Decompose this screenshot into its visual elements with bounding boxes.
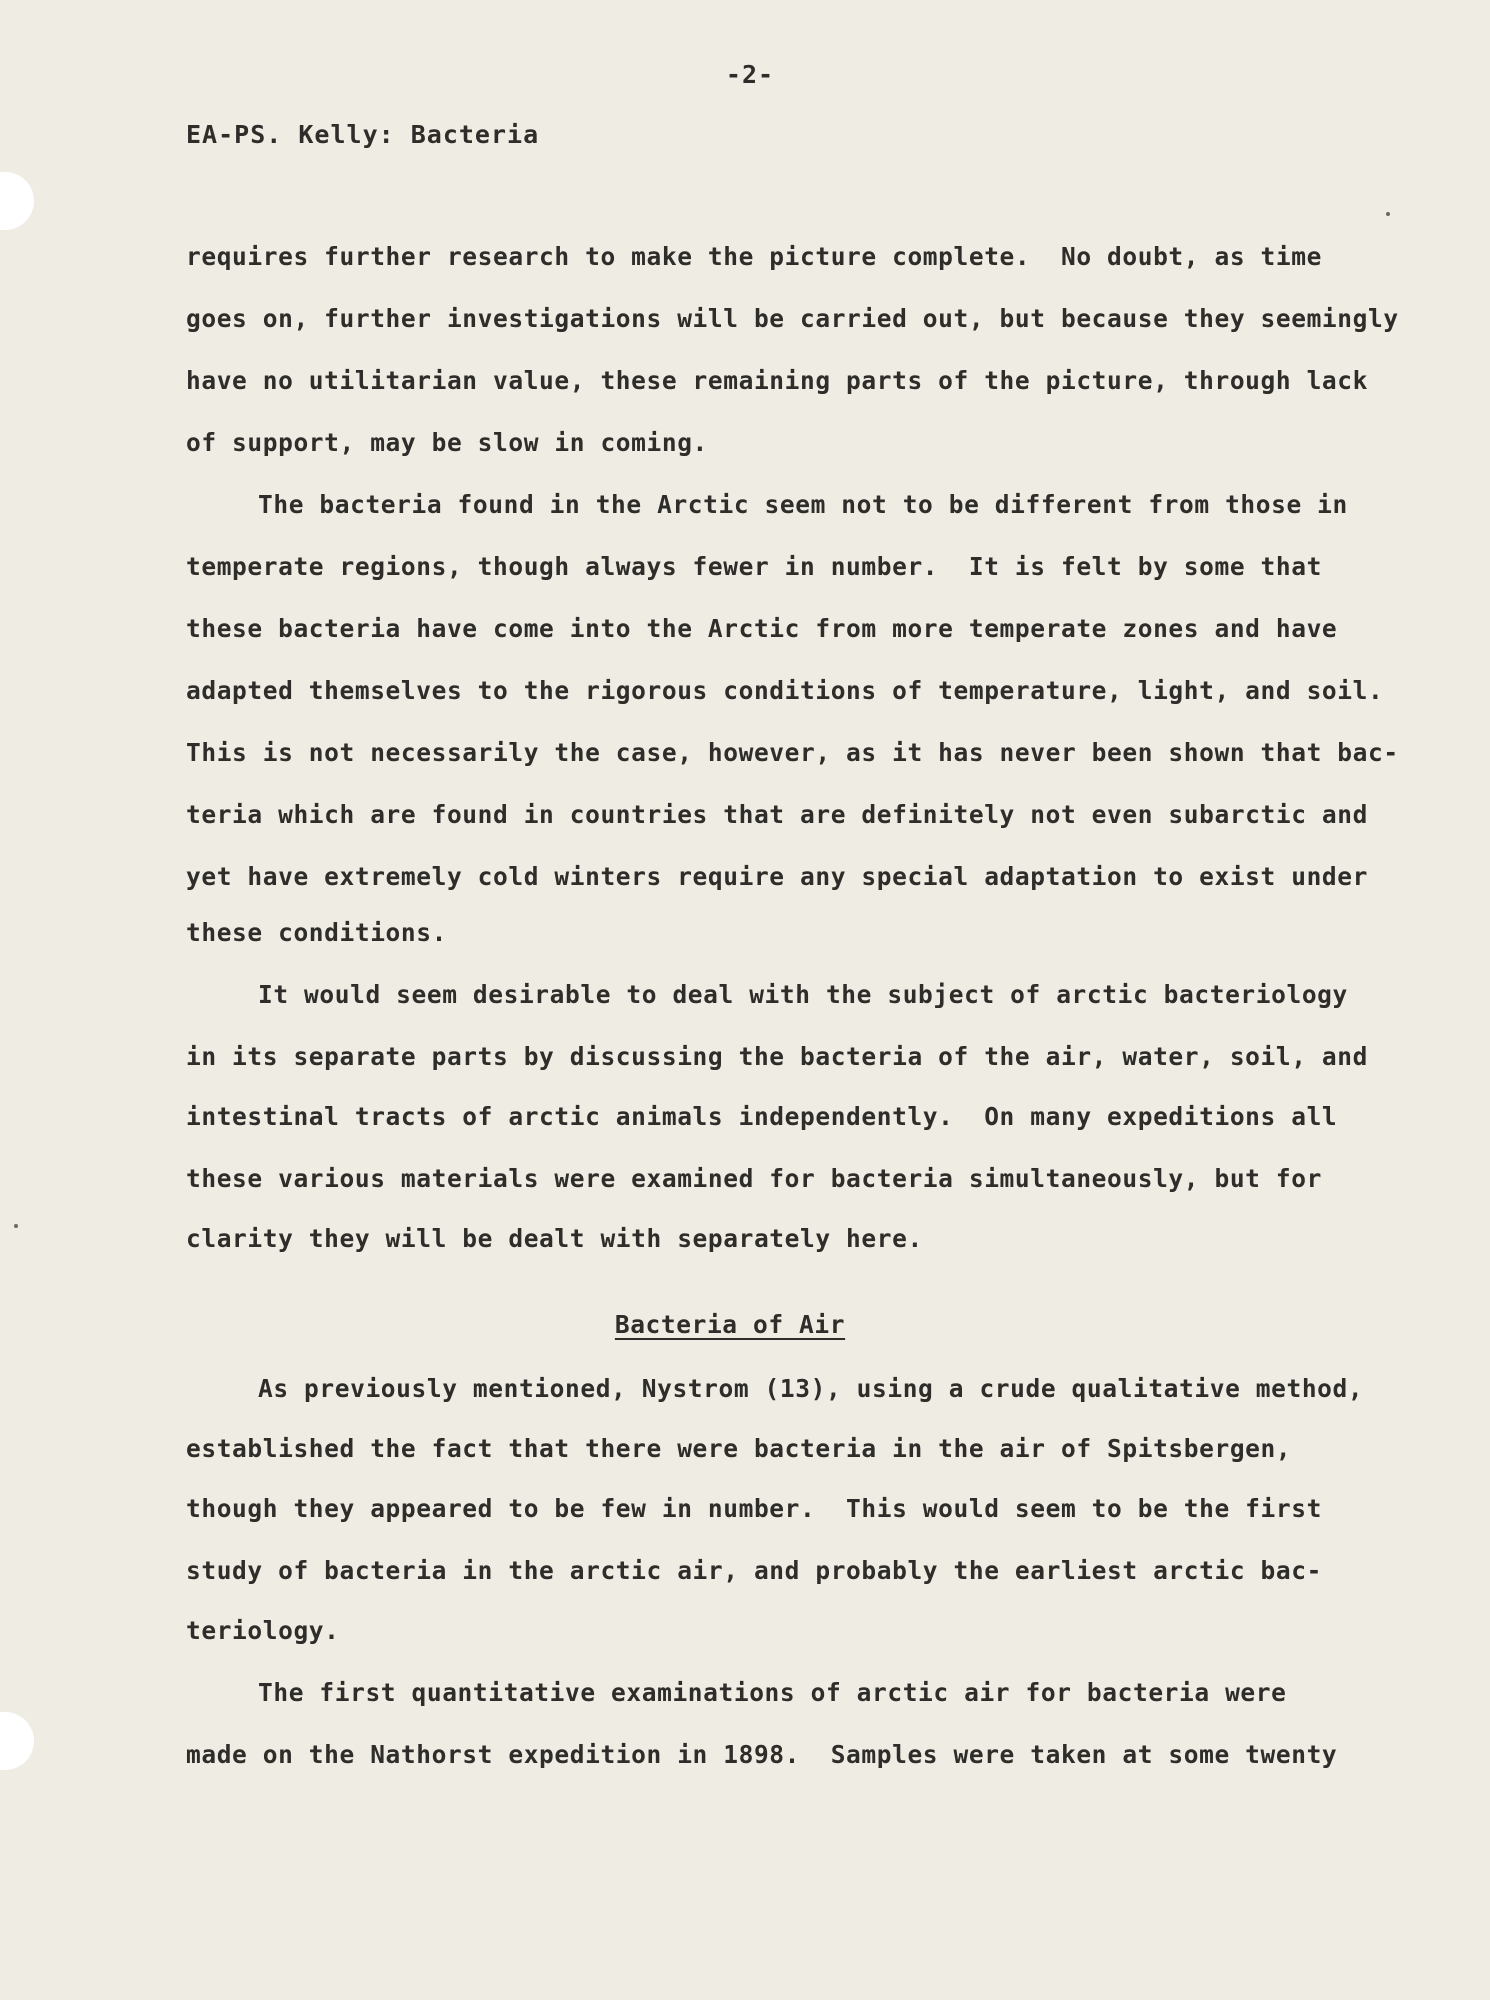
text-line: made on the Nathorst expedition in 1898. Samples were taken at some twenty <box>186 1740 1338 1769</box>
text-line: established the fact that there were bacteria in the air of Spitsbergen, <box>186 1434 1292 1463</box>
text-line: in its separate parts by discussing the bacteria of the air, water, soil, and <box>186 1042 1368 1071</box>
text-line: temperate regions, though always fewer in number. It is felt by some that <box>186 552 1322 581</box>
text-line: The first quantitative examinations of arctic air for bacteria were <box>258 1678 1287 1707</box>
page-number: -2- <box>725 60 775 89</box>
text-line: study of bacteria in the arctic air, and probably the earliest arctic bac- <box>186 1556 1322 1585</box>
text-line: goes on, further investigations will be carried out, but because they seemingly <box>186 304 1399 333</box>
punch-hole-top <box>0 172 34 230</box>
text-line: though they appeared to be few in number. This would seem to be the first <box>186 1494 1322 1523</box>
text-line: adapted themselves to the rigorous conditions of temperature, light, and soil. <box>186 676 1384 705</box>
punch-hole-bottom <box>0 1712 34 1770</box>
running-head: EA-PS. Kelly: Bacteria <box>186 120 540 149</box>
text-line: This is not necessarily the case, however, as it has never been shown that bac- <box>186 738 1399 767</box>
text-line: these bacteria have come into the Arctic from more temperate zones and have <box>186 614 1338 643</box>
text-line: these various materials were examined for bacteria simultaneously, but for <box>186 1164 1322 1193</box>
section-heading: Bacteria of Air <box>614 1310 846 1339</box>
text-line: clarity they will be dealt with separately here. <box>186 1224 923 1253</box>
text-line: requires further research to make the picture complete. No doubt, as time <box>186 242 1322 271</box>
text-line: these conditions. <box>186 918 447 947</box>
text-line: teriology. <box>186 1616 340 1645</box>
text-line: of support, may be slow in coming. <box>186 428 708 457</box>
paper-speck <box>1386 212 1390 216</box>
text-line: have no utilitarian value, these remaining parts of the picture, through lack <box>186 366 1368 395</box>
text-line: intestinal tracts of arctic animals independently. On many expeditions all <box>186 1102 1338 1131</box>
text-line: As previously mentioned, Nystrom (13), using a crude qualitative method, <box>258 1374 1364 1403</box>
text-line: teria which are found in countries that are definitely not even subarctic and <box>186 800 1368 829</box>
text-line: It would seem desirable to deal with the subject of arctic bacteriology <box>258 980 1348 1009</box>
text-line: The bacteria found in the Arctic seem not to be different from those in <box>258 490 1348 519</box>
text-line: yet have extremely cold winters require any special adaptation to exist under <box>186 862 1368 891</box>
paper-speck <box>14 1224 18 1228</box>
